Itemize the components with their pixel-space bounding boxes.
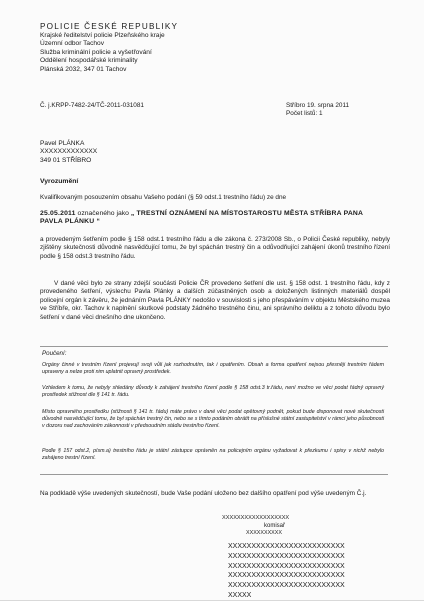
signature-role: komisař bbox=[264, 523, 286, 529]
signature-name: XXXXXXXXXXXXXXXXXX bbox=[222, 515, 290, 521]
paragraph-intro: Kvalifikovaným posouzením obsahu Vašeho podání (§ 59 odst.1 trestního řádu) ze dne bbox=[40, 194, 287, 201]
subject-heading: Vyrozumění bbox=[40, 178, 79, 185]
divider bbox=[40, 474, 388, 475]
notice-item: Místo opravného prostředku (stížnosti § 141 tr. řádu) máte právo v dané věci podat opětovný podnět, pokud bude disponovat nové skutečnosti důvodně nasvědčující tomu, že byl spáchán trestný čin, nebo se s tímto podáním obrátit na příslušné státní zastupitelství v rámci jeho působnosti v dozoru nad zachováním zákonnosti v předsoudním stádiu trestního řízení. bbox=[42, 409, 384, 429]
redacted-block bbox=[228, 542, 345, 601]
header-line: Plánská 2032, 347 01 Tachov bbox=[40, 65, 127, 73]
header-line: Oddělení hospodářské kriminality bbox=[40, 57, 138, 65]
filing-middle: označeného jako bbox=[75, 210, 131, 217]
notice-item: Podle § 157 odst.2, písm.a) trestního řádu je státní zástupce oprávněn na policejním orgánu vyžadovat k přezkumu i spisy v nichž nebylo zahájeno trestní řízení. bbox=[42, 448, 384, 461]
filing-title: „ TRESTNÍ OZNÁMENÍ NA MÍSTOSTAROSTU MĚSTA STŘÍBRA PANA PAVLA PLÁNKU “ bbox=[40, 210, 363, 226]
paragraph-findings: a provedeným šetřením podle § 158 odst.1 trestního řádu a dle zákona č. 273/2008 Sb., o Policii České republiky, nebyly zjištěny skutečnosti důvodně nasvědčující tomu, že byl spáchán trestný čin a odůvodňující zahájení úkonů trestního řízení podle § 158 odst.3 trestního řádu. bbox=[40, 236, 390, 260]
redacted-line: XXXXXXXXXXXXXXXXXXXXXXXXX bbox=[228, 543, 345, 550]
redacted-line: XXXXXXXXXXXXXXXXXXXXXXXXX bbox=[228, 562, 345, 570]
filing-date: 25.05.2011 bbox=[40, 210, 76, 217]
redacted-line: XXXXXXXXXXXXXXXXXXXXXXXXX bbox=[228, 552, 345, 560]
sheet-count: Počet listů: 1 bbox=[286, 110, 323, 118]
header-line: Krajské ředitelství policie Plzeňského kraje bbox=[40, 32, 165, 39]
place-date-block bbox=[286, 102, 349, 118]
recipient-street: XXXXXXXXXXXXX bbox=[40, 148, 98, 156]
paragraph-filing bbox=[40, 210, 386, 227]
header-line: Územní odbor Tachov bbox=[40, 40, 105, 48]
redacted-line: XXXXXXXXXXXXXXXXXXXXXXXXX bbox=[228, 582, 345, 590]
redacted-line: XXXXXXXXXXXXXXXXXXXXXXXXX bbox=[228, 572, 345, 580]
recipient-address bbox=[40, 140, 97, 165]
divider bbox=[40, 346, 388, 347]
place-date: Stříbro 19. srpna 2011 bbox=[286, 102, 350, 109]
police-title: POLICIE ČESKÉ REPUBLIKY bbox=[40, 22, 179, 31]
paragraph-investigation: V dané věci bylo ze strany zdejší součásti Policie ČR provedeno šetření dle ust. § 158 odst. 1 trestního řádu, kdy z provedeného šetření, výslechu Pavla Plánky a dalších zúčastněných osob a doložených listinných materiálů dospěl policejní orgán k závěru, že jednáním Pavla PLÁNKY nedošlo v souvislosti s jeho přespáváním v objektu Městského muzea ve Stříbře, okr. Tachov k naplnění skutkové podstaty žádného trestného činu, ani správního deliktu a z tohoto důvodu bylo šetření v dané věci dnešního dne ukončeno. bbox=[40, 280, 390, 321]
reference-number: Č. j.KRPP-7482-24/TČ-2011-031081 bbox=[40, 102, 144, 109]
header-address-block bbox=[40, 32, 165, 74]
recipient-name: Pavel PLÁNKA bbox=[40, 140, 85, 147]
notice-item: Orgány činné v trestním řízení projevují svoji vůli jak rozhodnutím, tak i opatřením. Obsah a forma opatření nejsou přesněji trestním řádem upraveny a nelze proti nim uplatnit opravný prostředek. bbox=[42, 362, 384, 375]
notice-heading: Poučení: bbox=[42, 350, 67, 357]
redacted-line: XXXXX bbox=[228, 591, 252, 599]
closing-paragraph: Na podkladě výše uvedených skutečností, bude Vaše podání uloženo bez dalšího opatření pod výše uvedeným Č.j. bbox=[40, 490, 367, 497]
signature-rank: XXXXXXXXXX bbox=[246, 530, 282, 536]
notice-item: Vzhledem k tomu, že nebyly shledány důvody k zahájení trestního řízení podle § 158 odst.3 tr.řádu, není možno ve věci podat řádný opravný prostředek stížnost dle § 141 tr. řádu. bbox=[42, 385, 384, 398]
header-line: Služba kriminální policie a vyšetřování bbox=[40, 48, 152, 56]
recipient-city: 349 01 STŘÍBRO bbox=[40, 156, 92, 164]
